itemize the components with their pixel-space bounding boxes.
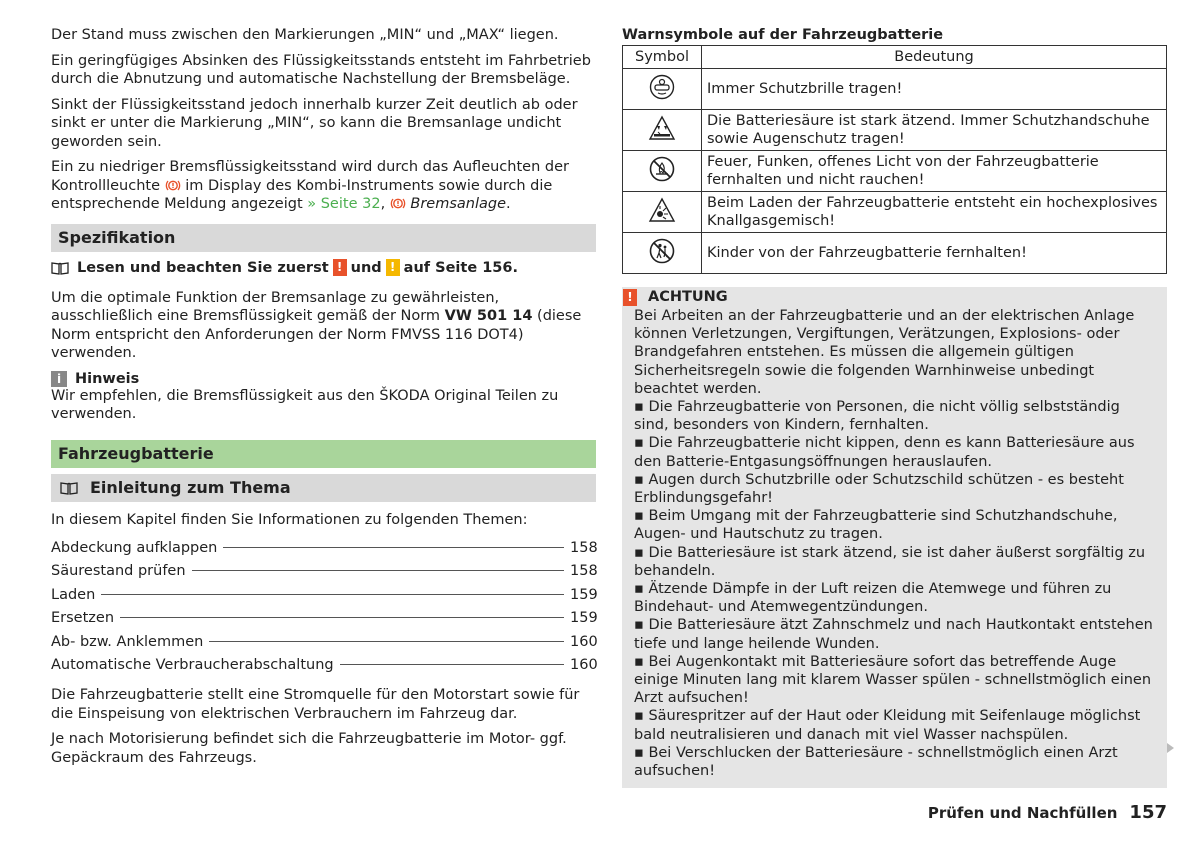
table-row: Beim Laden der Fahrzeugbatterie entsteht ein hochexplosives Knallgasgemisch!	[623, 192, 1167, 233]
intro-text: In diesem Kapitel finden Sie Informationen zu folgenden Themen:	[51, 511, 528, 528]
achtung-bullet: ▪ Augen durch Schutzbrille oder Schutzschild schützen - es besteht Erblindungsgefahr!	[634, 471, 1124, 507]
toc-leader	[209, 641, 564, 642]
achtung-bullet: ▪ Die Fahrzeugbatterie von Personen, die nicht völlig selbstständig sind, besonders von Kindern, fernhalten.	[634, 399, 1120, 434]
page-link[interactable]: » Seite 32	[307, 196, 381, 212]
table-row: Feuer, Funken, offenes Licht von der Fahrzeugbatterie fernhalten und nicht rauchen!	[623, 151, 1167, 192]
page-footer	[928, 802, 1167, 823]
achtung-box	[622, 287, 1167, 788]
achtung-bullet: ▪ Beim Umgang mit der Fahrzeugbatterie sind Schutzhandschuhe, Augen- und Hautschutz zu tragen.	[634, 508, 1118, 543]
column-header-meaning: Bedeutung	[702, 46, 1167, 69]
corrosive-icon	[648, 115, 676, 141]
section-heading-einleitung: Einleitung zum Thema	[51, 474, 596, 502]
toc-entry[interactable]: Säurestand prüfen 158	[51, 563, 598, 580]
section-heading-spezifikation: Spezifikation	[51, 224, 596, 252]
table-row: Immer Schutzbrille tragen!	[623, 69, 1167, 110]
toc-leader	[340, 664, 564, 665]
column-header-symbol: Symbol	[623, 46, 702, 69]
warning-icon: !	[623, 289, 637, 306]
caution-icon: !	[386, 259, 400, 276]
keep-children-away-icon	[649, 238, 675, 264]
achtung-heading: ! ACHTUNG	[623, 287, 1155, 307]
safety-goggles-icon	[649, 74, 675, 100]
toc-entry[interactable]: Abdeckung aufklappen 158	[51, 540, 598, 556]
chapter-title: Prüfen und Nachfüllen	[927, 804, 1118, 822]
table-row: Die Batteriesäure ist stark ätzend. Immer Schutzhandschuhe sowie Augenschutz tragen!	[623, 110, 1167, 151]
table-row: Kinder von der Fahrzeugbatterie fernhalten!	[623, 233, 1167, 274]
paragraph-absinken: Ein geringfügiges Absinken des Flüssigkeitsstands entsteht im Fahrbetrieb durch die Abnutzung und automatische Nachstellung der Bremsbeläge.	[51, 52, 591, 87]
no-fire-icon	[649, 156, 675, 182]
brake-warning-icon-2	[390, 197, 406, 210]
table-header-row	[623, 46, 1167, 69]
achtung-bullet: ▪ Die Fahrzeugbatterie nicht kippen, denn es kann Batteriesäure aus den Batterie-Entgasungsöffnungen herauslaufen.	[634, 435, 1135, 470]
achtung-intro: Bei Arbeiten an der Fahrzeugbatterie und an der elektrischen Anlage können Verletzungen, Vergiftungen, Verätzungen, Explosions- oder Brandgefahren entstehen. Es müssen die allgemein gültigen Sicherheitsregeln sowie die folgenden Warnhinweise unbedingt beachtet werden.	[634, 308, 1135, 397]
explosive-icon	[648, 197, 676, 223]
achtung-bullet: ▪ Bei Verschlucken der Batteriesäure - schnellstmöglich einen Arzt aufsuchen!	[634, 744, 1118, 780]
warning-symbols-table	[622, 45, 1167, 274]
hinweis-heading: i Hinweis	[51, 371, 596, 387]
paragraph-warning-light: Ein zu niedriger Bremsflüssigkeitsstand wird durch das Aufleuchten der Kontrollleuchte im Display des Kombi-Instruments sowie durch die entsprechende Meldung angezeigt » Seite 32, Bremsanlage.	[51, 159, 569, 212]
paragraph-battery-purpose: Die Fahrzeugbatterie stellt eine Stromquelle für den Motorstart sowie für die Einspeisung von elektrischen Verbrauchern im Fahrzeug dar.	[51, 687, 580, 722]
achtung-bullet: ▪ Säurespritzer auf der Haut oder Kleidung mit Seifenlauge möglichst bald neutralisieren und danach mit viel Wasser nachspülen.	[634, 708, 1141, 743]
toc-leader	[192, 570, 564, 571]
toc-leader	[120, 617, 564, 618]
toc-entry[interactable]: Ersetzen 159	[51, 610, 598, 627]
warning-icon: !	[333, 259, 347, 276]
brake-warning-icon	[165, 179, 181, 192]
continue-arrow-icon	[1167, 743, 1174, 753]
table-title: Warnsymbole auf der Fahrzeugbatterie	[622, 27, 944, 43]
paragraph-battery-location: Je nach Motorisierung befindet sich die Fahrzeugbatterie im Motor- ggf. Gepäckraum des Fahrzeugs.	[51, 731, 567, 766]
toc-entry[interactable]: Automatische Verbraucherabschaltung 160	[51, 656, 598, 673]
left-column	[51, 26, 596, 774]
toc-leader	[223, 547, 564, 548]
achtung-bullet: ▪ Bei Augenkontakt mit Batteriesäure sofort das betreffende Auge einige Minuten lang mit klarem Wasser spülen - schnellstmöglich einen Arzt aufsuchen!	[634, 653, 1152, 707]
page-number: 157	[1129, 802, 1167, 823]
book-icon	[51, 261, 69, 275]
paragraph-undicht: Sinkt der Flüssigkeitsstand jedoch innerhalb kurzer Zeit deutlich ab oder sinkt er unter die Markierung „MIN“, so kann die Bremsanlage undicht geworden sein.	[51, 96, 578, 150]
book-icon-2	[60, 481, 78, 495]
paragraph-min-max: Der Stand muss zwischen den Markierungen „MIN“ und „MAX“ liegen.	[51, 27, 559, 43]
toc-entry[interactable]: Ab- bzw. Anklemmen 160	[51, 633, 598, 650]
achtung-bullet: ▪ Die Batteriesäure ätzt Zahnschmelz und nach Hautkontakt entstehen tiefe und lange heilende Wunden.	[634, 617, 1153, 652]
hinweis-text: Wir empfehlen, die Bremsflüssigkeit aus den ŠKODA Original Teilen zu verwenden.	[51, 387, 559, 422]
toc-entry[interactable]: Laden 159	[51, 586, 598, 603]
info-icon: i	[51, 371, 67, 387]
paragraph-specification: Um die optimale Funktion der Bremsanlage zu gewährleisten, ausschließlich eine Bremsflüssigkeit gemäß der Norm VW 501 14 (diese Norm entspricht den Anforderungen der Norm FMVSS 116 DOT4) verwenden.	[51, 289, 582, 361]
section-heading-fahrzeugbatterie: Fahrzeugbatterie	[51, 440, 596, 468]
toc-list	[51, 538, 596, 678]
right-column	[622, 26, 1167, 788]
achtung-bullet: ▪ Die Batteriesäure ist stark ätzend, sie ist daher äußerst sorgfältig zu behandeln.	[634, 544, 1146, 579]
toc-leader	[101, 594, 564, 595]
read-first-note: Lesen und beachten Sie zuerst ! und ! auf Seite 156.	[51, 258, 596, 278]
achtung-bullet: ▪ Ätzende Dämpfe in der Luft reizen die Atemwege und führen zu Bindehaut- und Atemwegentzündungen.	[634, 581, 1112, 616]
